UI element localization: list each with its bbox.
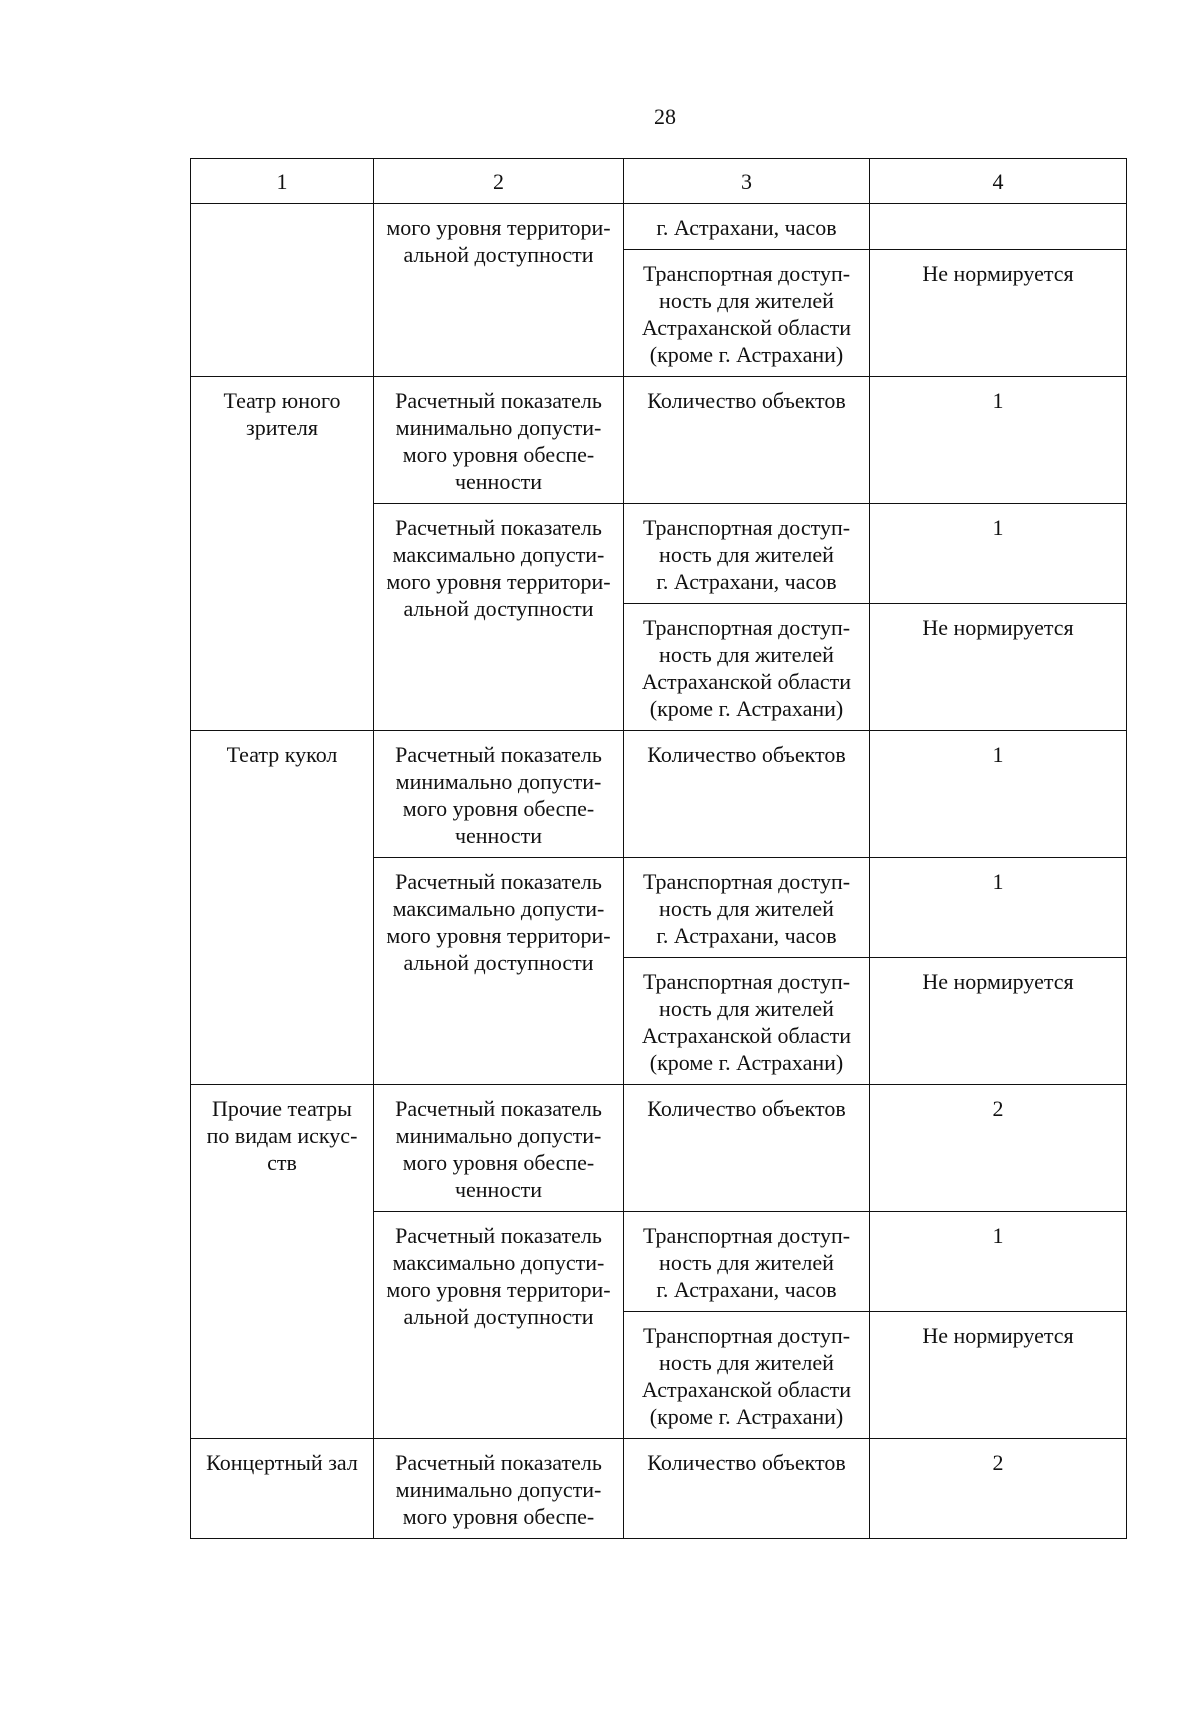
indicator-cell: Расчетный показатель максимально допусти- мого уровня территори- альной доступности bbox=[374, 1212, 624, 1439]
indicator-cell: мого уровня территори- альной доступности bbox=[374, 204, 624, 377]
measure-cell: Транспортная доступ- ность для жителей г. Астрахани, часов bbox=[624, 1212, 870, 1312]
table-row bbox=[191, 204, 1127, 250]
measure-cell: Количество объектов bbox=[624, 1439, 870, 1539]
measure-cell: Транспортная доступ- ность для жителей г. Астрахани, часов bbox=[624, 858, 870, 958]
table-row bbox=[191, 1439, 1127, 1539]
facility-name: Концертный зал bbox=[191, 1439, 374, 1539]
indicator-cell: Расчетный показатель минимально допусти- мого уровня обеспе- ченности bbox=[374, 731, 624, 858]
facility-cell-empty bbox=[191, 204, 374, 377]
column-header-1: 1 bbox=[191, 159, 374, 204]
page-number: 28 bbox=[654, 104, 676, 129]
value-cell: 1 bbox=[870, 377, 1127, 504]
value-cell bbox=[870, 204, 1127, 250]
norms-table bbox=[190, 158, 1127, 1539]
value-cell: Не нормируется bbox=[870, 1312, 1127, 1439]
value-cell: Не нормируется bbox=[870, 250, 1127, 377]
measure-cell: Транспортная доступ- ность для жителей Астраханской области (кроме г. Астрахани) bbox=[624, 958, 870, 1085]
value-cell: 2 bbox=[870, 1085, 1127, 1212]
measure-cell: Транспортная доступ- ность для жителей г. Астрахани, часов bbox=[624, 504, 870, 604]
facility-name: Театр кукол bbox=[191, 731, 374, 1085]
measure-cell: Количество объектов bbox=[624, 1085, 870, 1212]
indicator-cell: Расчетный показатель максимально допусти- мого уровня территори- альной доступности bbox=[374, 858, 624, 1085]
value-cell: 1 bbox=[870, 731, 1127, 858]
column-header-2: 2 bbox=[374, 159, 624, 204]
measure-cell: Количество объектов bbox=[624, 377, 870, 504]
column-header-3: 3 bbox=[624, 159, 870, 204]
indicator-cell: Расчетный показатель минимально допусти- мого уровня обеспе- bbox=[374, 1439, 624, 1539]
value-cell: 1 bbox=[870, 1212, 1127, 1312]
facility-name: Театр юного зрителя bbox=[191, 377, 374, 731]
value-cell: Не нормируется bbox=[870, 958, 1127, 1085]
indicator-cell: Расчетный показатель минимально допусти- мого уровня обеспе- ченности bbox=[374, 1085, 624, 1212]
column-header-4: 4 bbox=[870, 159, 1127, 204]
value-cell: Не нормируется bbox=[870, 604, 1127, 731]
value-cell: 1 bbox=[870, 504, 1127, 604]
table-row bbox=[191, 1085, 1127, 1212]
facility-name: Прочие театры по видам искус- ств bbox=[191, 1085, 374, 1439]
measure-cell: Транспортная доступ- ность для жителей Астраханской области (кроме г. Астрахани) bbox=[624, 1312, 870, 1439]
indicator-cell: Расчетный показатель максимально допусти- мого уровня территори- альной доступности bbox=[374, 504, 624, 731]
value-cell: 2 bbox=[870, 1439, 1127, 1539]
indicator-cell: Расчетный показатель минимально допусти- мого уровня обеспе- ченности bbox=[374, 377, 624, 504]
table-row bbox=[191, 731, 1127, 858]
column-number-row bbox=[191, 159, 1127, 204]
measure-cell: Транспортная доступ- ность для жителей Астраханской области (кроме г. Астрахани) bbox=[624, 604, 870, 731]
measure-cell: г. Астрахани, часов bbox=[624, 204, 870, 250]
value-cell: 1 bbox=[870, 858, 1127, 958]
measure-cell: Количество объектов bbox=[624, 731, 870, 858]
measure-cell: Транспортная доступ- ность для жителей Астраханской области (кроме г. Астрахани) bbox=[624, 250, 870, 377]
table-row bbox=[191, 377, 1127, 504]
